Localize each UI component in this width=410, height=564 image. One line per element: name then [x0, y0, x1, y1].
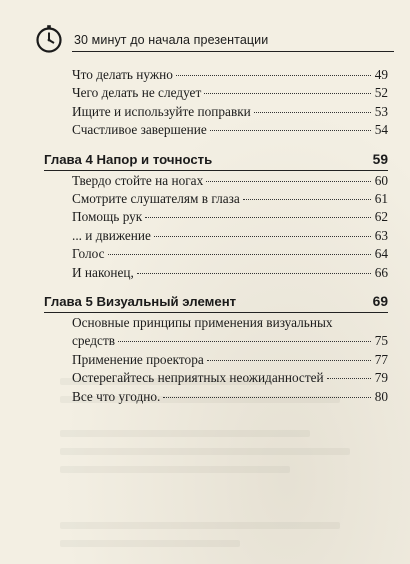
chapter-title: Глава 5 Визуальный элемент — [44, 294, 237, 310]
leader-dots — [118, 341, 371, 342]
toc-entry — [44, 314, 388, 351]
toc-entry — [44, 121, 388, 139]
toc-entry — [44, 245, 388, 263]
leader-dots — [108, 254, 371, 255]
toc-entry-label: средств — [72, 333, 116, 349]
toc-entry — [44, 172, 388, 190]
toc-entry-page: 53 — [374, 103, 388, 119]
bleed-through-line — [60, 448, 350, 455]
chapter-page: 69 — [372, 294, 388, 310]
toc-entry — [44, 388, 388, 406]
leader-dots — [163, 397, 371, 398]
chapter-title: Глава 4 Напор и точность — [44, 151, 213, 167]
chapter-heading — [44, 292, 388, 313]
leader-dots — [206, 181, 371, 182]
leader-dots — [176, 75, 371, 76]
leader-dots — [145, 217, 371, 218]
leader-dots — [204, 93, 371, 94]
bleed-through-line — [60, 466, 290, 473]
toc-entry-page: 66 — [374, 264, 388, 280]
toc-entry-label: Что делать нужно — [72, 67, 173, 82]
leader-dots — [207, 360, 371, 361]
leader-dots — [210, 130, 371, 131]
toc-entry-page: 79 — [374, 370, 388, 386]
bleed-through-line — [60, 540, 240, 547]
toc-entry-label: Ищите и используйте поправки — [72, 103, 251, 119]
leader-dots — [254, 112, 371, 113]
toc-entry-page: 54 — [374, 122, 388, 138]
toc-entry-page: 60 — [374, 172, 388, 188]
toc-entry-page: 75 — [374, 333, 388, 349]
header-title: 30 минут до начала презентации — [74, 33, 269, 47]
bleed-through-line — [60, 430, 310, 437]
toc-entry-label: Применение проектора — [72, 351, 204, 367]
toc-entry-page: 77 — [374, 351, 388, 367]
toc-entry-label: Остерегайтесь неприятных неожиданностей — [72, 370, 324, 386]
toc-entry — [44, 264, 388, 282]
toc-entry-label: Все что угодно. — [72, 388, 161, 404]
toc-entry — [44, 190, 388, 208]
toc-entry — [44, 208, 388, 226]
toc-entry-continuation — [72, 332, 388, 350]
toc-entry-label: Голос — [72, 246, 105, 262]
toc-entry-page: 62 — [374, 209, 388, 225]
leader-dots — [154, 236, 371, 237]
chapter-page: 59 — [372, 151, 388, 167]
toc-entry-page: 49 — [374, 67, 388, 82]
running-header — [34, 24, 394, 52]
toc-entry-label: ... и движение — [72, 227, 151, 243]
toc-entry — [44, 351, 388, 369]
leader-dots — [243, 199, 371, 200]
toc-entry-page: 63 — [374, 227, 388, 243]
leader-dots — [137, 273, 371, 274]
toc-entry-label: Помощь рук — [72, 209, 143, 225]
toc-entry-label: Счастливое завершение — [72, 122, 207, 138]
toc-entry-label: Основные принципы применения визуальных — [72, 315, 333, 331]
toc-entry — [44, 103, 388, 121]
toc-entry-label: Смотрите слушателям в глаза — [72, 191, 240, 207]
table-of-contents — [44, 66, 388, 406]
toc-entry-label: Чего делать не следует — [72, 85, 202, 101]
toc-entry-page: 61 — [374, 191, 388, 207]
clock-icon — [34, 24, 64, 54]
toc-entry-page: 64 — [374, 246, 388, 262]
toc-entry — [44, 369, 388, 387]
toc-entry — [44, 227, 388, 245]
bleed-through-line — [60, 522, 340, 529]
leader-dots — [327, 378, 371, 379]
chapter-heading — [44, 150, 388, 171]
toc-entry-page: 52 — [374, 85, 388, 101]
header-rule — [72, 51, 394, 52]
toc-entry-label: Твердо стойте на ногах — [72, 172, 204, 188]
toc-entry — [44, 66, 388, 84]
toc-entry — [44, 84, 388, 102]
toc-entry-page: 80 — [374, 388, 388, 404]
toc-entry-label: И наконец, — [72, 264, 134, 280]
